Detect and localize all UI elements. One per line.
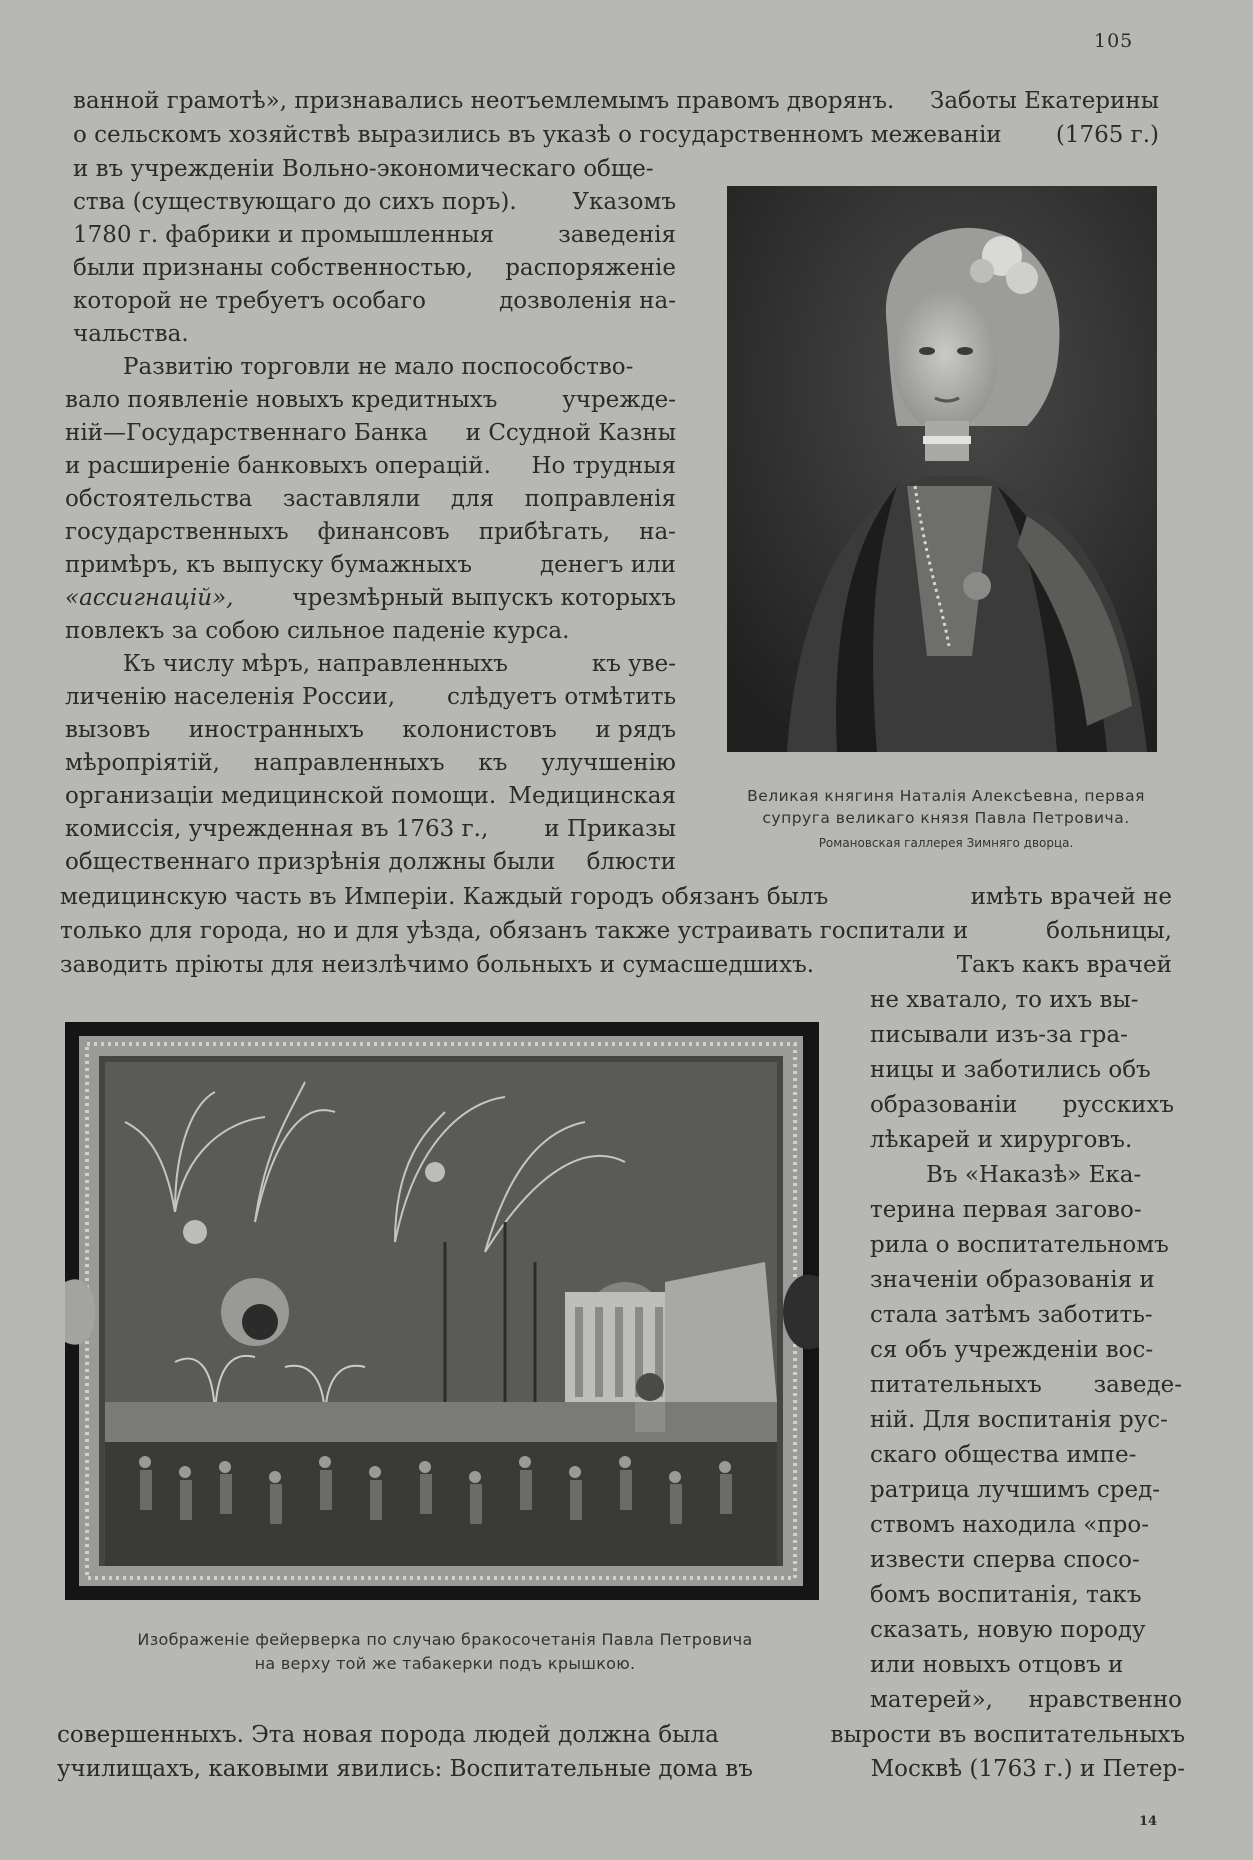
text-segment: финансовъ [317,519,450,545]
text-segment: училищахъ, каковыми явились: Воспитательные дома въ [57,1756,753,1782]
text-line [73,218,676,252]
text-segment: и расширеніе банковыхъ операцій. [65,453,491,479]
text-segment: къ уве- [591,651,676,677]
text-segment: чрезмѣрный выпускъ которыхъ [292,585,676,611]
text-line [65,548,676,582]
text-segment: вырости въ воспитательныхъ [830,1722,1185,1748]
text-segment: распоряженіе [505,255,676,281]
text-segment: поправленія [524,486,676,512]
text-line [870,1683,1182,1717]
text-segment: блюсти [586,849,676,875]
caption-line: Великая княгиня Наталія Алексѣевна, первая [747,787,1145,805]
text-segment: для [450,486,495,512]
text-segment: не хватало, то ихъ вы- [870,987,1139,1013]
text-line [65,515,676,549]
text-segment: питательныхъ [870,1372,1042,1398]
text-line [65,812,676,846]
text-line [65,713,676,747]
text-segment: Въ «Наказѣ» Ека- [926,1162,1142,1188]
text-line [870,1438,1136,1472]
text-segment: бомъ воспитанія, такъ [870,1582,1142,1608]
text-segment: рила о воспитательномъ [870,1232,1169,1258]
text-segment: заведе- [1093,1372,1182,1398]
text-line [123,647,676,681]
text-line [65,680,676,714]
text-segment: и Приказы [544,816,676,842]
text-line [870,1368,1182,1402]
text-line [870,1508,1149,1542]
text-line [870,1543,1140,1577]
caption-line: на верху той же табакерки подъ крышкою. [254,1654,636,1673]
text-segment: примѣръ, къ выпуску бумажныхъ [65,552,473,578]
text-segment: о сельскомъ хозяйствѣ выразились въ указѣ о государственномъ межеваніи [73,122,1002,148]
caption-line: супруга великаго князя Павла Петровича. [762,809,1130,827]
text-segment: и рядъ [595,717,676,743]
text-segment: лѣкарей и хирурговъ. [870,1127,1133,1153]
text-segment: 1780 г. фабрики и промышленныя [73,222,494,248]
text-segment: Заботы Екатерины [930,88,1159,114]
text-segment: скаго общества импе- [870,1442,1137,1468]
text-segment: прибѣгать, [478,519,611,545]
text-segment: заведенія [558,222,676,248]
fireworks-caption [65,1628,825,1676]
text-segment: ницы и заботились объ [870,1057,1151,1083]
signature-number: 14 [1139,1814,1158,1829]
text-segment: Медицинская [508,783,676,809]
text-segment: медицинскую часть въ Имперіи. Каждый городъ обязанъ былъ [60,884,829,910]
text-segment: ся объ учрежденіи вос- [870,1337,1154,1363]
text-segment: нравственно [1028,1687,1182,1713]
text-segment: дозволенія на- [499,288,676,314]
text-line [65,614,569,648]
text-line [870,1333,1153,1367]
text-line [123,350,633,384]
text-segment: Но трудныя [531,453,676,479]
text-line [73,84,1159,118]
text-segment: ства (существующаго до сихъ поръ). [73,189,517,215]
text-line [870,983,1139,1017]
text-line [65,845,676,879]
text-segment: совершенныхъ. Эта новая порода людей должна была [57,1722,719,1748]
text-line [926,1158,1141,1192]
text-segment: сказать, новую породу [870,1617,1146,1643]
text-segment: мѣропріятій, [65,750,220,776]
text-line [870,1473,1160,1507]
emphasized-term: «ассигнацій», [65,585,234,611]
text-line [73,284,676,318]
text-segment: ванной грамотѣ», признавались неотъемлемымъ правомъ дворянъ. [73,88,895,114]
fireworks-drawing [65,1022,819,1600]
text-segment: терина первая загово- [870,1197,1142,1223]
text-line [60,880,1172,914]
text-segment: матерей», [870,1687,993,1713]
text-line [65,449,676,483]
text-segment: или новыхъ отцовъ и [870,1652,1124,1678]
text-segment: на- [639,519,676,545]
text-segment: къ [478,750,508,776]
text-segment: заставляли [282,486,421,512]
text-line [65,482,676,516]
text-segment: колонистовъ [402,717,557,743]
text-line [65,746,676,780]
text-line [60,948,1172,982]
text-segment: направленныхъ [253,750,445,776]
text-line [65,779,676,813]
text-segment: комиссія, учрежденная въ 1763 г., [65,816,489,842]
text-line [870,1018,1128,1052]
text-line [870,1088,1174,1122]
text-segment: которой не требуетъ особаго [73,288,427,314]
portrait-image [727,186,1157,752]
text-segment: общественнаго призрѣнія должны были [65,849,556,875]
text-segment: русскихъ [1062,1092,1174,1118]
text-line [870,1263,1155,1297]
page-number: 105 [1094,30,1134,52]
text-line [73,317,189,351]
text-segment: иностранныхъ [188,717,364,743]
text-segment: и Ссудной Казны [465,420,676,446]
text-line [65,581,676,615]
text-segment: повлекъ за собою сильное паденіе курса. [65,618,570,644]
text-segment: личенію населенія России, [65,684,396,710]
text-segment: улучшенію [541,750,676,776]
text-segment: заводить пріюты для неизлѣчимо больныхъ и сумасшедшихъ. [60,952,815,978]
text-segment: ствомъ находила «про- [870,1512,1149,1538]
text-line [57,1718,1185,1752]
portrait-drawing [727,186,1157,752]
text-line [870,1053,1151,1087]
text-segment: ній—Государственнаго Банка [65,420,428,446]
text-segment: значеніи образованія и [870,1267,1155,1293]
text-segment: слѣдуетъ отмѣтить [447,684,676,710]
text-segment: больницы, [1046,918,1172,944]
text-line [870,1403,1168,1437]
text-segment: Москвѣ (1763 г.) и Петер- [870,1756,1185,1782]
text-segment: стала затѣмъ заботить- [870,1302,1153,1328]
text-line [870,1298,1153,1332]
caption-source: Романовская галлерея Зимняго дворца. [818,836,1074,850]
text-segment: Указомъ [572,189,676,215]
text-segment: писывали изъ-за гра- [870,1022,1128,1048]
text-segment: денегъ или [540,552,676,578]
text-line [65,383,676,417]
text-segment: организаціи медицинской помощи. [65,783,497,809]
text-line [73,152,654,186]
text-segment: чальства. [73,321,189,347]
text-line [60,914,1172,948]
text-segment: государственныхъ [65,519,289,545]
text-line [870,1578,1142,1612]
text-line [870,1648,1123,1682]
text-segment: Развитію торговли не мало поспособство- [123,354,634,380]
text-segment: Такъ какъ врачей [956,952,1172,978]
text-line [870,1123,1132,1157]
text-segment: только для города, но и для уѣзда, обязанъ также устраивать госпитали и [60,918,969,944]
text-line [73,118,1159,152]
text-line [870,1228,1169,1262]
text-segment: учрежде- [562,387,676,413]
text-line [73,251,676,285]
fireworks-image [65,1022,819,1600]
text-line [870,1193,1142,1227]
portrait-caption [726,785,1166,853]
text-segment: ній. Для воспитанія рус- [870,1407,1168,1433]
text-segment: имѣть врачей не [970,884,1172,910]
text-segment: извести сперва спосо- [870,1547,1140,1573]
text-line [57,1752,1185,1786]
text-segment: вызовъ [65,717,151,743]
text-segment: Къ числу мѣръ, направленныхъ [123,651,508,677]
text-line [870,1613,1146,1647]
text-line [65,416,676,450]
text-segment: образованіи [870,1092,1018,1118]
text-segment: ратрица лучшимъ сред- [870,1477,1161,1503]
text-line [73,185,676,219]
text-segment: вало появленіе новыхъ кредитныхъ [65,387,498,413]
text-segment: обстоятельства [65,486,253,512]
caption-line: Изображеніе фейерверка по случаю бракосочетанія Павла Петровича [137,1630,753,1649]
text-segment: и въ учрежденіи Вольно-экономическаго обще- [73,156,654,182]
text-segment: были признаны собственностью, [73,255,474,281]
text-segment: (1765 г.) [1055,122,1159,148]
